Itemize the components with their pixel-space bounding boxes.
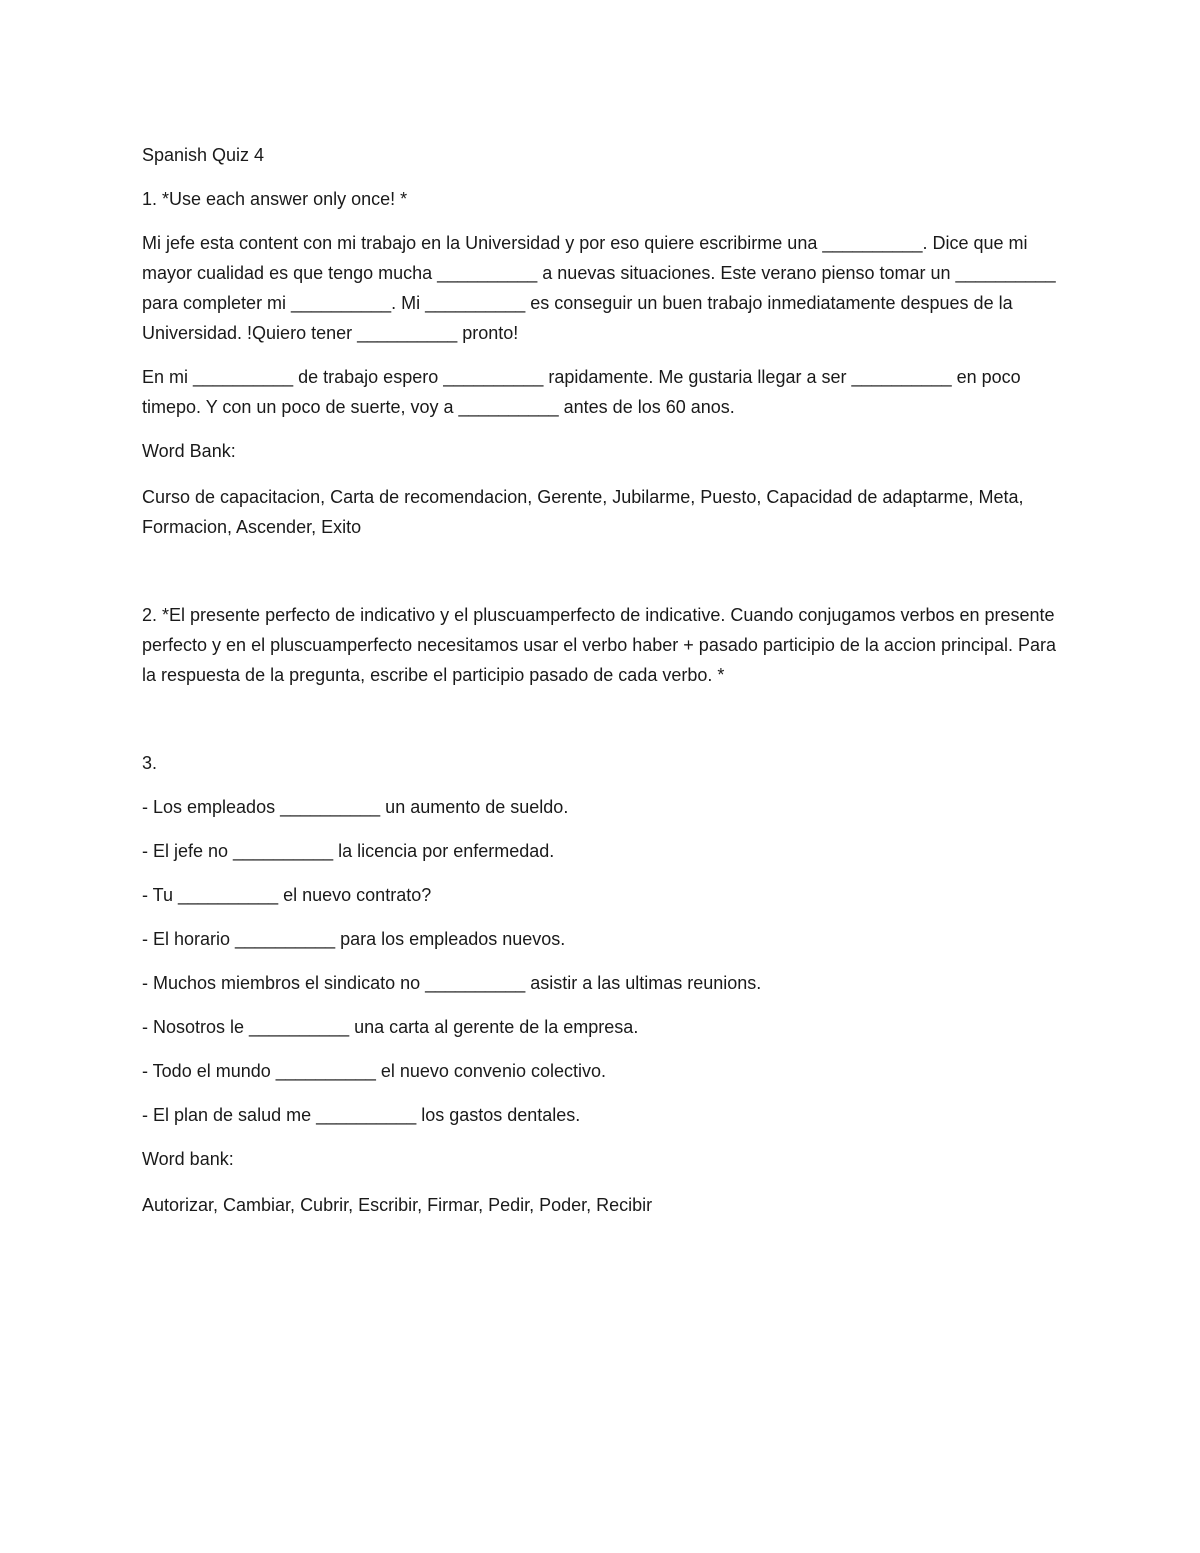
question-2-text: 2. *El presente perfecto de indicativo y el pluscuamperfecto de indicative. Cuando conjugamos verbos en presente perfecto y en el pluscuamperfecto necesitamos usar el verbo haber + pasado participio de la accion principal. Para la respuesta de la pregunta, escribe el participio pasado de cada verbo. * bbox=[142, 605, 1057, 685]
question-3-sentence-list bbox=[142, 792, 1072, 1130]
word-bank-list: Curso de capacitacion, Carta de recomendacion, Gerente, Jubilarme, Puesto, Capacidad de adaptarme, Meta, Formacion, Ascender, Exito bbox=[142, 487, 1024, 537]
sentence-item: - El plan de salud me __________ los gastos dentales. bbox=[142, 1105, 581, 1125]
sentence-item: - Nosotros le __________ una carta al gerente de la empresa. bbox=[142, 1017, 639, 1037]
word-bank-label: Word Bank: bbox=[142, 441, 236, 461]
sentence-item: - Muchos miembros el sindicato no __________ asistir a las ultimas reunions. bbox=[142, 973, 762, 993]
question-1-paragraph-2: En mi __________ de trabajo espero __________ rapidamente. Me gustaria llegar a ser __________ en poco timepo. Y con un poco de suerte, voy a __________ antes de los 60 anos. bbox=[142, 367, 1021, 417]
document-title: Spanish Quiz 4 bbox=[142, 145, 265, 165]
word-bank-2-label: Word bank: bbox=[142, 1149, 234, 1169]
document-page bbox=[142, 140, 1072, 1220]
word-bank-2-list: Autorizar, Cambiar, Cubrir, Escribir, Firmar, Pedir, Poder, Recibir bbox=[142, 1195, 653, 1215]
sentence-item: - Los empleados __________ un aumento de sueldo. bbox=[142, 797, 569, 817]
question-1-paragraph-1: Mi jefe esta content con mi trabajo en la Universidad y por eso quiere escribirme una __________. Dice que mi mayor cualidad es que tengo mucha __________ a nuevas situaciones. Este verano pienso tomar un __________ para completer mi __________. Mi __________ es conseguir un buen trabajo inmediatamente despues de la Universidad. !Quiero tener __________ pronto! bbox=[142, 233, 1056, 343]
question-3-heading: 3. bbox=[142, 753, 158, 773]
sentence-item: - Todo el mundo __________ el nuevo convenio colectivo. bbox=[142, 1061, 607, 1081]
question-1-heading: 1. *Use each answer only once! * bbox=[142, 189, 408, 209]
sentence-item: - El jefe no __________ la licencia por enfermedad. bbox=[142, 841, 555, 861]
sentence-item: - Tu __________ el nuevo contrato? bbox=[142, 885, 432, 905]
sentence-item: - El horario __________ para los empleados nuevos. bbox=[142, 929, 566, 949]
